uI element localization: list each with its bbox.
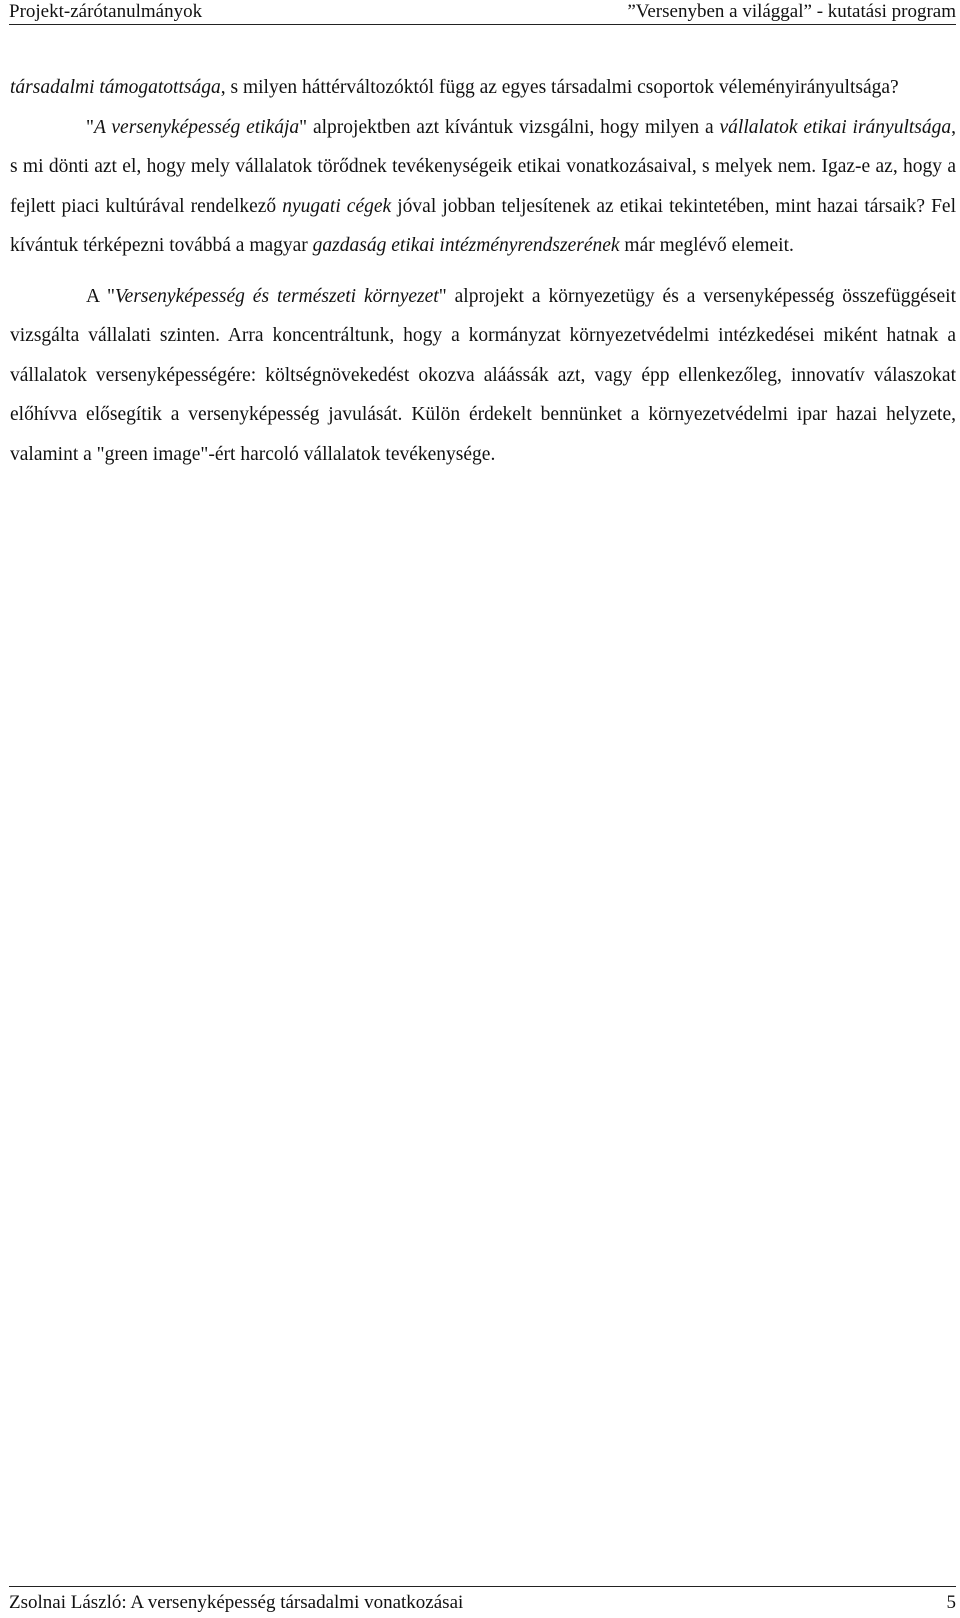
- paragraph-1: [10, 68, 956, 108]
- paragraph-2: [10, 108, 956, 266]
- body-text: [10, 68, 956, 474]
- italic-run: gazdaság etikai intézményrendszerének: [312, 235, 620, 256]
- text-run: A ": [86, 285, 115, 307]
- italic-run: vállalatok etikai irányultsága: [719, 116, 952, 138]
- header-right-title: ”Versenyben a világgal” - kutatási program: [627, 1, 956, 22]
- page-number: 5: [946, 1591, 956, 1613]
- page-footer: [9, 1586, 956, 1618]
- italic-run: társadalmi támogatottsága: [10, 77, 221, 98]
- text-run: jóval jobban teljesítenek az etikai tekintetében, mint hazai társaik? Fel kívántuk térképezni továbbá a magyar: [10, 195, 956, 256]
- italic-run: nyugati cégek: [282, 195, 392, 217]
- text-run: " alprojekt a környezetügy és a versenyképesség összefüggéseit vizsgálta vállalati szinten. Arra koncentráltunk, hogy a kormányzat környezetvédelmi intézkedései miként hatnak a vállalatok versenyképességére: költségnövekedést okozva aláássák azt, vagy épp ellenkezőleg, innovatív válaszokat előhívva elősegítik a versenyképesség javulását. Külön érdekelt bennünket a környezetvédelmi ipar hazai helyzete, valamint a "green image"-ért harcoló vállalatok tevékenysége.: [10, 285, 957, 465]
- italic-run: Versenyképesség és természeti környezet: [114, 285, 439, 307]
- text-run: " alprojektben azt kívántuk vizsgálni, hogy milyen a: [299, 116, 720, 138]
- italic-run: A versenyképesség etikája: [93, 116, 300, 138]
- text-run: ": [86, 116, 94, 138]
- footer-author-title: Zsolnai László: A versenyképesség társadalmi vonatkozásai: [9, 1591, 464, 1613]
- header-left-title: Projekt-zárótanulmányok: [9, 1, 203, 22]
- page-header: [9, 0, 956, 25]
- text-run: , s mi dönti azt el, hogy mely vállalatok törődnek tevékenységeik etikai vonatkozásaival, s melyek nem. Igaz-e az, hogy a fejlett piaci kultúrával rendelkező: [10, 116, 956, 217]
- paragraph-3: [10, 277, 956, 475]
- text-run: , s milyen háttérváltozóktól függ az egyes társadalmi csoportok véleményirányultsága?: [220, 77, 899, 98]
- text-run: már meglévő elemeit.: [619, 235, 794, 256]
